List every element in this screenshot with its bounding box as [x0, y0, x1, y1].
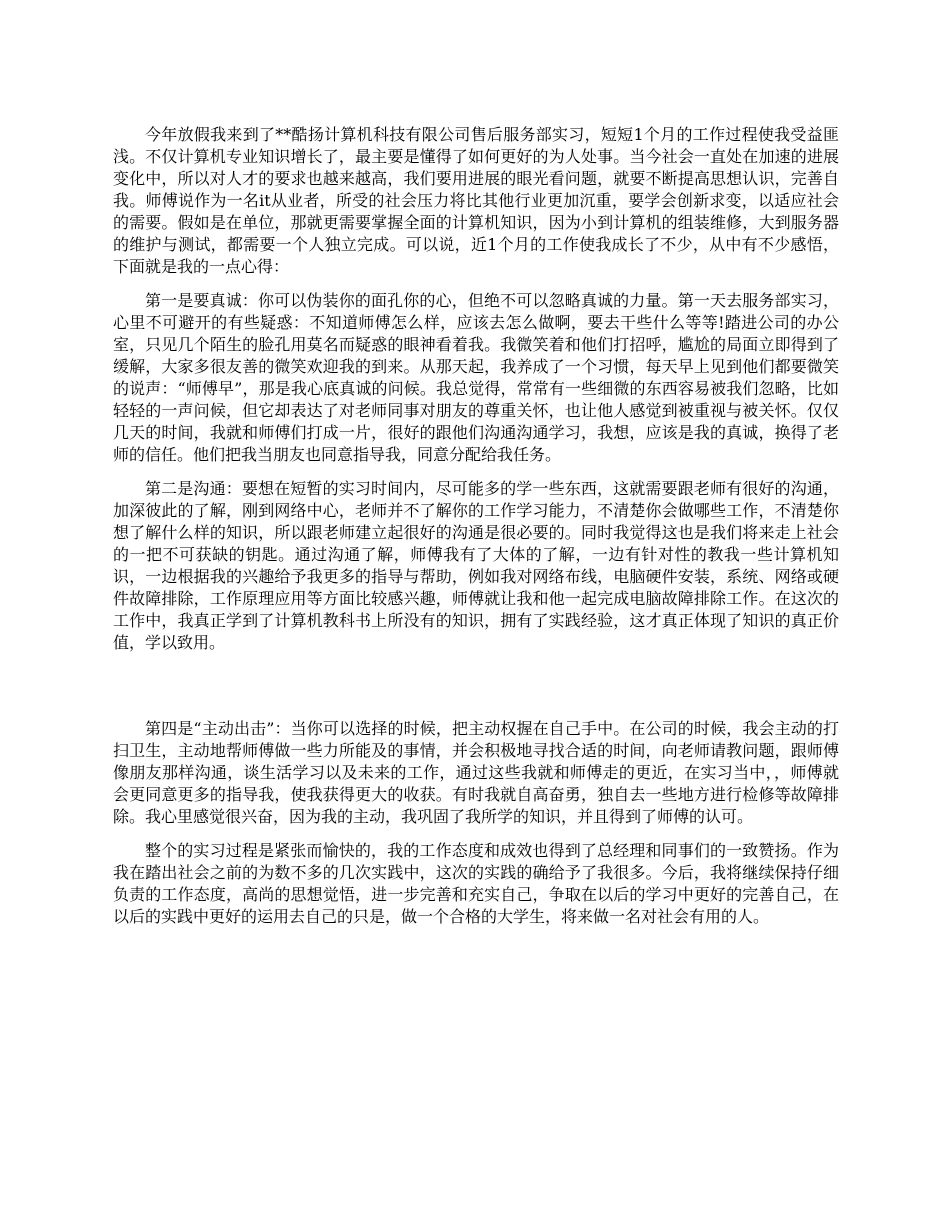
paragraph-sincerity: 第一是要真诚：你可以伪装你的面孔你的心，但绝不可以忽略真诚的力量。第一天去服务部实习，心里不可避开的有些疑惑：不知道师傅怎么样，应该去怎么做啊，要去干些什么等等!踏进公司的办公室，只见几个陌生的脸孔用莫名而疑惑的眼神看着我。我微笑着和他们打招呼，尴尬的局面立即得到了缓解，大家多很友善的微笑欢迎我的到来。从那天起，我养成了一个习惯，每天早上见到他们都要微笑的说声：“师傅早”，那是我心底真诚的问候。我总觉得，常常有一些细微的东西容易被我们忽略，比如轻轻的一声问候，但它却表达了对老师同事对朋友的尊重关怀，也让他人感觉到被重视与被关怀。仅仅几天的时间，我就和师傅们打成一片，很好的跟他们沟通沟通学习，我想，应该是我的真诚，换得了老师的信任。他们把我当朋友也同意指导我，同意分配给我任务。 — [113, 291, 839, 464]
paragraph-intro: 今年放假我来到了**酷扬计算机科技有限公司售后服务部实习，短短1个月的工作过程使我受益匪浅。不仅计算机专业知识增长了，最主要是懂得了如何更好的为人处事。当今社会一直处在加速的进展变化中，所以对人才的要求也越来越高，我们要用进展的眼光看问题，就要不断提高思想认识，完善自我。师傅说作为一名it从业者，所受的社会压力将比其他行业更加沉重，要学会创新求变，以适应社会的需要。假如是在单位，那就更需要掌握全面的计算机知识，因为小到计算机的组装维修，大到服务器的维护与测试，都需要一个人独立完成。可以说，近1个月的工作使我成长了不少，从中有不少感悟，下面就是我的一点心得： — [113, 125, 839, 276]
document-page — [113, 124, 839, 940]
paragraph-communication: 第二是沟通：要想在短暂的实习时间内，尽可能多的学一些东西，这就需要跟老师有很好的沟通，加深彼此的了解，刚到网络中心，老师并不了解你的工作学习能力，不清楚你会做哪些工作，不清楚你想了解什么样的知识，所以跟老师建立起很好的沟通是很必要的。同时我觉得这也是我们将来走上社会的一把不可获缺的钥匙。通过沟通了解，师傅我有了大体的了解，一边有针对性的教我一些计算机知识，一边根据我的兴趣给予我更多的指导与帮助，例如我对网络布线，电脑硬件安装，系统、网络或硬件故障排除，工作原理应用等方面比较感兴趣，师傅就让我和他一起完成电脑故障排除工作。在这次的工作中，我真正学到了计算机教科书上所没有的知识，拥有了实践经验，这才真正体现了知识的真正价值，学以致用。 — [113, 479, 839, 652]
paragraph-initiative: 第四是“主动出击”：当你可以选择的时候，把主动权握在自己手中。在公司的时候，我会主动的打扫卫生，主动地帮师傅做一些力所能及的事情，并会积极地寻找合适的时间，向老师请教问题，跟师傅像朋友那样沟通，谈生活学习以及未来的工作，通过这些我就和师傅走的更近，在实习当中，，师傅就会更同意更多的指导我，使我获得更大的收获。有时我就自高奋勇，独自去一些地方进行检修等故障排除。我心里感觉很兴奋，因为我的主动，我巩固了我所学的知识，并且得到了师傅的认可。 — [113, 719, 839, 826]
paragraph-conclusion: 整个的实习过程是紧张而愉快的，我的工作态度和成效也得到了总经理和同事们的一致赞扬。作为我在踏出社会之前的为数不多的几次实践中，这次的实践的确给予了我很多。今后，我将继续保持仔细负责的工作态度，高尚的思想觉悟，进一步完善和充实自己，争取在以后的学习中更好的完善自己，在以后的实践中更好的运用去自己的只是，做一个合格的大学生，将来做一名对社会有用的人。 — [113, 841, 839, 926]
blank-gap — [113, 666, 839, 718]
